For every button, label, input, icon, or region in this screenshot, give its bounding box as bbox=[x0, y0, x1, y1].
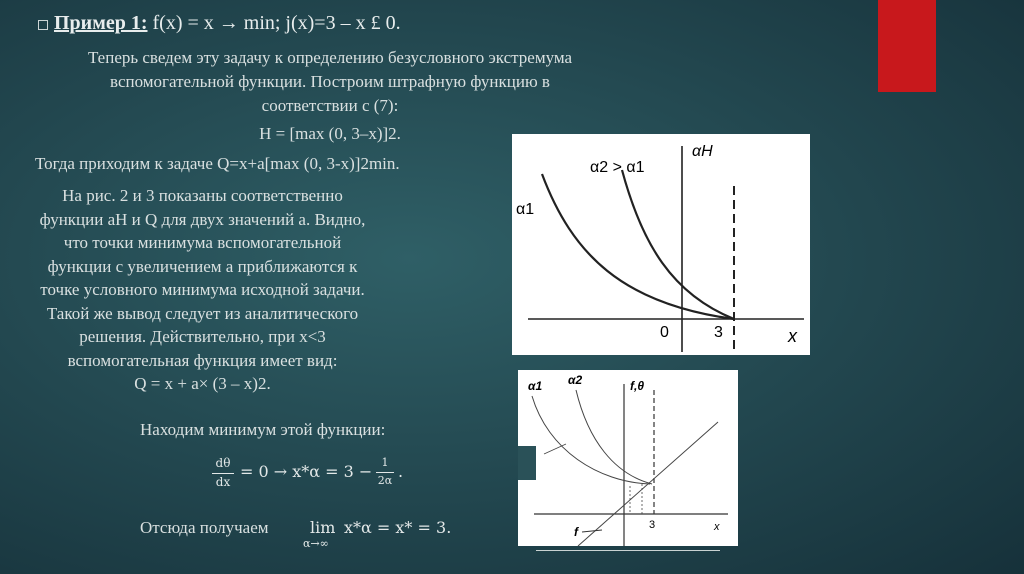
label-alpha2: α2 bbox=[568, 373, 583, 387]
figure-1-svg bbox=[512, 134, 810, 355]
bullet-square-icon bbox=[38, 20, 48, 30]
paragraph-1-line: вспомогательной функции. Построим штрафную функцию в bbox=[110, 72, 550, 91]
tick-3: 3 bbox=[649, 519, 656, 531]
h-formula: H = [max (0, 3–x)]2. bbox=[259, 124, 401, 143]
derivative-middle: = 0 → x*α = 3 − bbox=[240, 462, 373, 481]
curve-alpha2 bbox=[622, 170, 734, 319]
label-alpha1: α1 bbox=[516, 201, 535, 218]
corner-patch bbox=[518, 446, 536, 480]
paragraph-2-line: что точки минимума вспомогательной bbox=[63, 233, 342, 252]
figure-2-svg bbox=[518, 370, 738, 546]
derivative-formula bbox=[212, 456, 512, 492]
limit-prefix: Отсюда получаем bbox=[140, 518, 269, 537]
derivative-numerator: dθ bbox=[215, 456, 231, 470]
example-label: Пример 1: bbox=[54, 12, 148, 34]
fraction-denominator: 2α bbox=[377, 474, 393, 487]
q-problem: Тогда приходим к задаче Q=x+a[max (0, 3-x)]2min. bbox=[35, 154, 400, 173]
tick-3: 3 bbox=[714, 324, 723, 341]
axis-x-label: x bbox=[788, 326, 797, 346]
paragraph-2 bbox=[0, 184, 405, 396]
f-pointer bbox=[582, 530, 602, 532]
fraction-bar bbox=[212, 473, 234, 474]
figure-1-panel bbox=[512, 134, 810, 355]
paragraph-1 bbox=[30, 46, 630, 118]
paragraph-2-line: функции aH и Q для двух значений a. Видно, bbox=[39, 209, 366, 229]
axis-x-label: x bbox=[714, 521, 720, 533]
paragraph-1-line: Теперь сведем эту задачу к определению безусловного экстремума bbox=[87, 48, 573, 67]
fraction-numerator: 1 bbox=[381, 456, 389, 469]
limit-result: x*α = x* = 3. bbox=[344, 518, 452, 537]
label-alpha1: α1 bbox=[528, 379, 543, 393]
derivative-denominator: dx bbox=[215, 475, 231, 489]
figure-2-panel bbox=[518, 370, 738, 546]
paragraph-2-line: Такой же вывод следует из аналитического bbox=[46, 303, 359, 323]
tick-0: 0 bbox=[660, 324, 669, 341]
find-minimum-text: Находим минимум этой функции: bbox=[140, 420, 386, 439]
paragraph-2-line: На рис. 2 и 3 показаны соответственно bbox=[62, 186, 343, 205]
red-accent-bar bbox=[878, 0, 936, 92]
curve-theta-alpha1 bbox=[532, 396, 650, 484]
pointer-line bbox=[544, 444, 566, 454]
example-title bbox=[54, 12, 401, 35]
curve-theta-alpha2 bbox=[576, 390, 652, 484]
limit-subscript: α→∞ bbox=[303, 537, 329, 550]
axis-y-label: f,θ bbox=[630, 379, 645, 393]
label-alpha-comparison: α2 > α1 bbox=[590, 159, 645, 176]
paragraph-2-line: функции с увеличением a приближаются к bbox=[47, 256, 358, 276]
caption-underline bbox=[536, 550, 720, 551]
axis-y-label: αH bbox=[692, 143, 713, 160]
paragraph-2-line: точке условного минимума исходной задачи. bbox=[40, 280, 365, 299]
paragraph-2-line: Q = x + a× (3 – x)2. bbox=[134, 374, 271, 393]
paragraph-1-line: соответствии с (7): bbox=[261, 96, 399, 115]
limit-word: lim bbox=[310, 518, 336, 537]
derivative-end: . bbox=[398, 462, 404, 481]
fraction-bar bbox=[376, 472, 394, 473]
paragraph-2-line: решения. Действительно, при x<3 bbox=[79, 327, 326, 346]
paragraph-2-line: вспомогательная функция имеет вид: bbox=[67, 350, 338, 370]
example-formula: f(x) = x → min; j(x)=3 – x £ 0. bbox=[147, 12, 401, 34]
curve-alpha1 bbox=[542, 174, 734, 319]
label-f: f bbox=[574, 525, 578, 539]
